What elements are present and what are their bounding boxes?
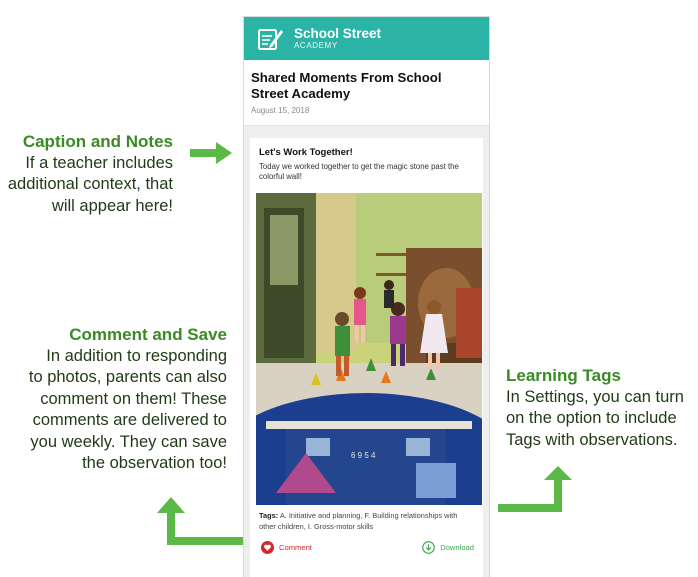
- app-subtitle: ACADEMY: [294, 41, 338, 50]
- comment-annotation-title: Comment and Save: [69, 325, 227, 344]
- post-title: Shared Moments From School Street Academy: [251, 70, 442, 101]
- caption-annotation-line: If a teacher includes: [25, 153, 173, 172]
- tags-annotation-line: Tags with observations.: [506, 430, 678, 449]
- comment-annotation-line: to photos, parents can also: [28, 368, 227, 386]
- svg-text:6 9 5 4: 6 9 5 4: [351, 451, 376, 460]
- comment-annotation: [0, 324, 227, 475]
- caption-annotation: [0, 131, 173, 217]
- app-name: School Street: [294, 26, 382, 41]
- comment-label: Comment: [279, 543, 312, 552]
- caption-title: Let's Work Together!: [259, 147, 353, 158]
- caption-note: Today we worked together to get the magic stone past the colorful wall!: [259, 162, 459, 181]
- app-brand: [294, 26, 381, 51]
- download-label: Download: [440, 543, 474, 552]
- comment-annotation-line: comments are delivered to: [32, 411, 227, 429]
- comment-annotation-line: comment on them! These: [40, 389, 227, 408]
- download-button[interactable]: [422, 541, 474, 554]
- tags-annotation-title: Learning Tags: [506, 366, 621, 385]
- caption-annotation-title: Caption and Notes: [22, 132, 173, 151]
- comment-button[interactable]: [261, 541, 312, 554]
- card-actions: [259, 541, 474, 554]
- notepad-pencil-icon: [256, 25, 284, 53]
- comment-annotation-line: you weekly. They can save: [30, 432, 227, 451]
- download-circle-icon: [422, 541, 435, 554]
- post-header: [244, 60, 489, 126]
- caption-right-arrow-icon: [190, 140, 234, 166]
- classroom-photo-illustration: [256, 193, 482, 505]
- comment-annotation-line: the observation too!: [82, 454, 227, 472]
- tags-label: Tags:: [259, 511, 279, 520]
- app-header: [244, 17, 489, 60]
- learning-tags: [259, 511, 474, 532]
- observation-card: [250, 138, 483, 577]
- comment-annotation-line: In addition to responding: [46, 346, 227, 365]
- post-date: August 15, 2018: [251, 106, 310, 115]
- phone-screen: [243, 16, 490, 577]
- tags-annotation: [506, 365, 696, 451]
- observation-photo[interactable]: [256, 193, 482, 505]
- caption-annotation-line: additional context, that: [7, 175, 173, 193]
- caption-annotation-line: will appear here!: [51, 196, 173, 215]
- tags-annotation-line: on the option to include: [506, 409, 677, 427]
- heart-icon: [261, 541, 274, 554]
- tags-text: A. Initiative and planning, F. Building relationships with other children, I. Gross-motor skills: [259, 511, 458, 531]
- feed: [244, 126, 489, 577]
- comment-corner-arrow-icon: [155, 495, 245, 551]
- tags-corner-arrow-icon: [498, 466, 578, 518]
- tags-annotation-line: In Settings, you can turn: [506, 387, 684, 406]
